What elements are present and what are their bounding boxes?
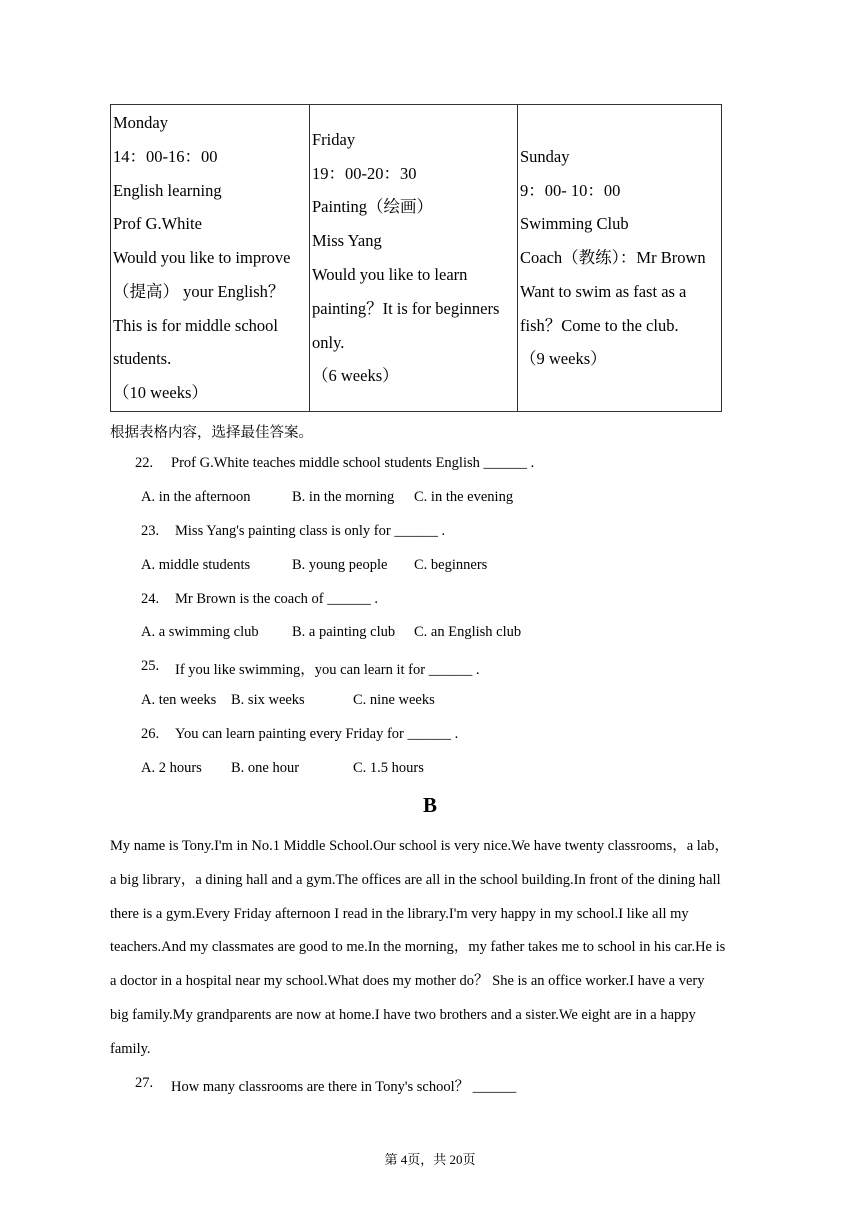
question-22-text: Prof G.White teaches middle school students English ______ .: [171, 455, 535, 471]
passage-line: family.: [110, 1040, 151, 1057]
question-27-number: 27.: [135, 1075, 154, 1091]
question-26-option-a: A. 2 hours: [141, 760, 202, 776]
passage-line: teachers.And my classmates are good to me.In the morning，my father takes me to school in his car.He is: [110, 939, 726, 956]
friday-desc-3: only.: [312, 332, 345, 352]
question-25-option-c: C. nine weeks: [353, 692, 435, 708]
section-b-passage: [110, 830, 752, 1067]
question-26-text: You can learn painting every Friday for ______ .: [175, 726, 459, 742]
passage-line: a big library，a dining hall and a gym.The offices are all in the school building.In front of the dining hall: [110, 871, 721, 888]
sunday-desc-1: Want to swim as fast as a: [520, 281, 687, 301]
friday-desc-2: painting？It is for beginners: [312, 298, 500, 318]
sunday-desc-2: fish？Come to the club.: [520, 315, 679, 335]
instruction-text: 根据表格内容，选择最佳答案。: [110, 425, 313, 441]
question-24-number: 24.: [141, 591, 160, 607]
sunday-day: Sunday: [520, 146, 570, 166]
sunday-coach: Coach（教练）：Mr Brown: [520, 248, 706, 268]
passage-line: big family.My grandparents are now at home.I have two brothers and a sister.We eight are in a happy: [110, 1006, 696, 1023]
sunday-weeks: （9 weeks）: [520, 349, 607, 369]
monday-time: 14：00-16：00: [113, 146, 218, 166]
sunday-subject: Swimming Club: [520, 214, 629, 234]
section-b-heading: B: [422, 793, 437, 817]
question-24-option-b: B. a painting club: [292, 624, 396, 640]
question-26-option-c: C. 1.5 hours: [353, 760, 424, 776]
question-23-option-b: B. young people: [292, 557, 388, 573]
question-22-number: 22.: [135, 455, 154, 471]
question-24-option-a: A. a swimming club: [141, 624, 259, 640]
friday-teacher: Miss Yang: [312, 231, 382, 251]
question-25-option-b: B. six weeks: [231, 692, 305, 708]
monday-weeks: （10 weeks）: [113, 383, 208, 403]
question-25-option-a: A. ten weeks: [141, 692, 217, 708]
schedule-table: [110, 104, 722, 412]
monday-desc-4: students.: [113, 349, 172, 369]
question-24-text: Mr Brown is the coach of ______ .: [175, 591, 378, 607]
question-24-option-c: C. an English club: [414, 624, 522, 640]
question-23-option-a: A. middle students: [141, 557, 251, 573]
question-23-number: 23.: [141, 523, 160, 539]
friday-weeks: （6 weeks）: [312, 366, 399, 386]
friday-subject: Painting（绘画）: [312, 197, 434, 217]
passage-line: My name is Tony.I'm in No.1 Middle School.Our school is very nice.We have twenty classrooms，a lab，: [110, 838, 729, 854]
question-23-text: Miss Yang's painting class is only for ______ .: [175, 523, 446, 539]
question-26-number: 26.: [141, 726, 160, 742]
monday-cell: [111, 105, 310, 412]
sunday-cell: [518, 105, 722, 412]
friday-desc-1: Would you like to learn: [312, 265, 468, 284]
monday-desc-3: This is for middle school: [113, 315, 278, 335]
monday-subject: English learning: [113, 180, 222, 200]
monday-desc-2: （提高） your English？: [113, 281, 285, 301]
question-23-option-c: C. beginners: [414, 557, 488, 573]
question-22-option-b: B. in the morning: [292, 489, 395, 505]
friday-time: 19：00-20：30: [312, 163, 417, 183]
question-27-text: How many classrooms are there in Tony's school？ ______: [171, 1079, 517, 1095]
question-22-option-a: A. in the afternoon: [141, 489, 251, 505]
sunday-time: 9：00- 10：00: [520, 180, 621, 200]
monday-desc-1: Would you like to improve: [113, 248, 291, 268]
question-25-text: If you like swimming，you can learn it for ______ .: [175, 662, 480, 678]
question-25-number: 25.: [141, 658, 160, 674]
friday-day: Friday: [312, 129, 356, 149]
friday-cell: [310, 105, 518, 412]
passage-line: there is a gym.Every Friday afternoon I read in the library.I'm very happy in my school.I like all my: [110, 905, 689, 922]
monday-teacher: Prof G.White: [113, 214, 202, 234]
question-26-option-b: B. one hour: [231, 760, 300, 776]
passage-line: a doctor in a hospital near my school.What does my mother do？ She is an office worker.I have a very: [110, 973, 705, 990]
monday-day: Monday: [113, 112, 168, 132]
page-footer: 第 4页，共 20页: [384, 1152, 476, 1167]
question-22-option-c: C. in the evening: [414, 489, 514, 505]
